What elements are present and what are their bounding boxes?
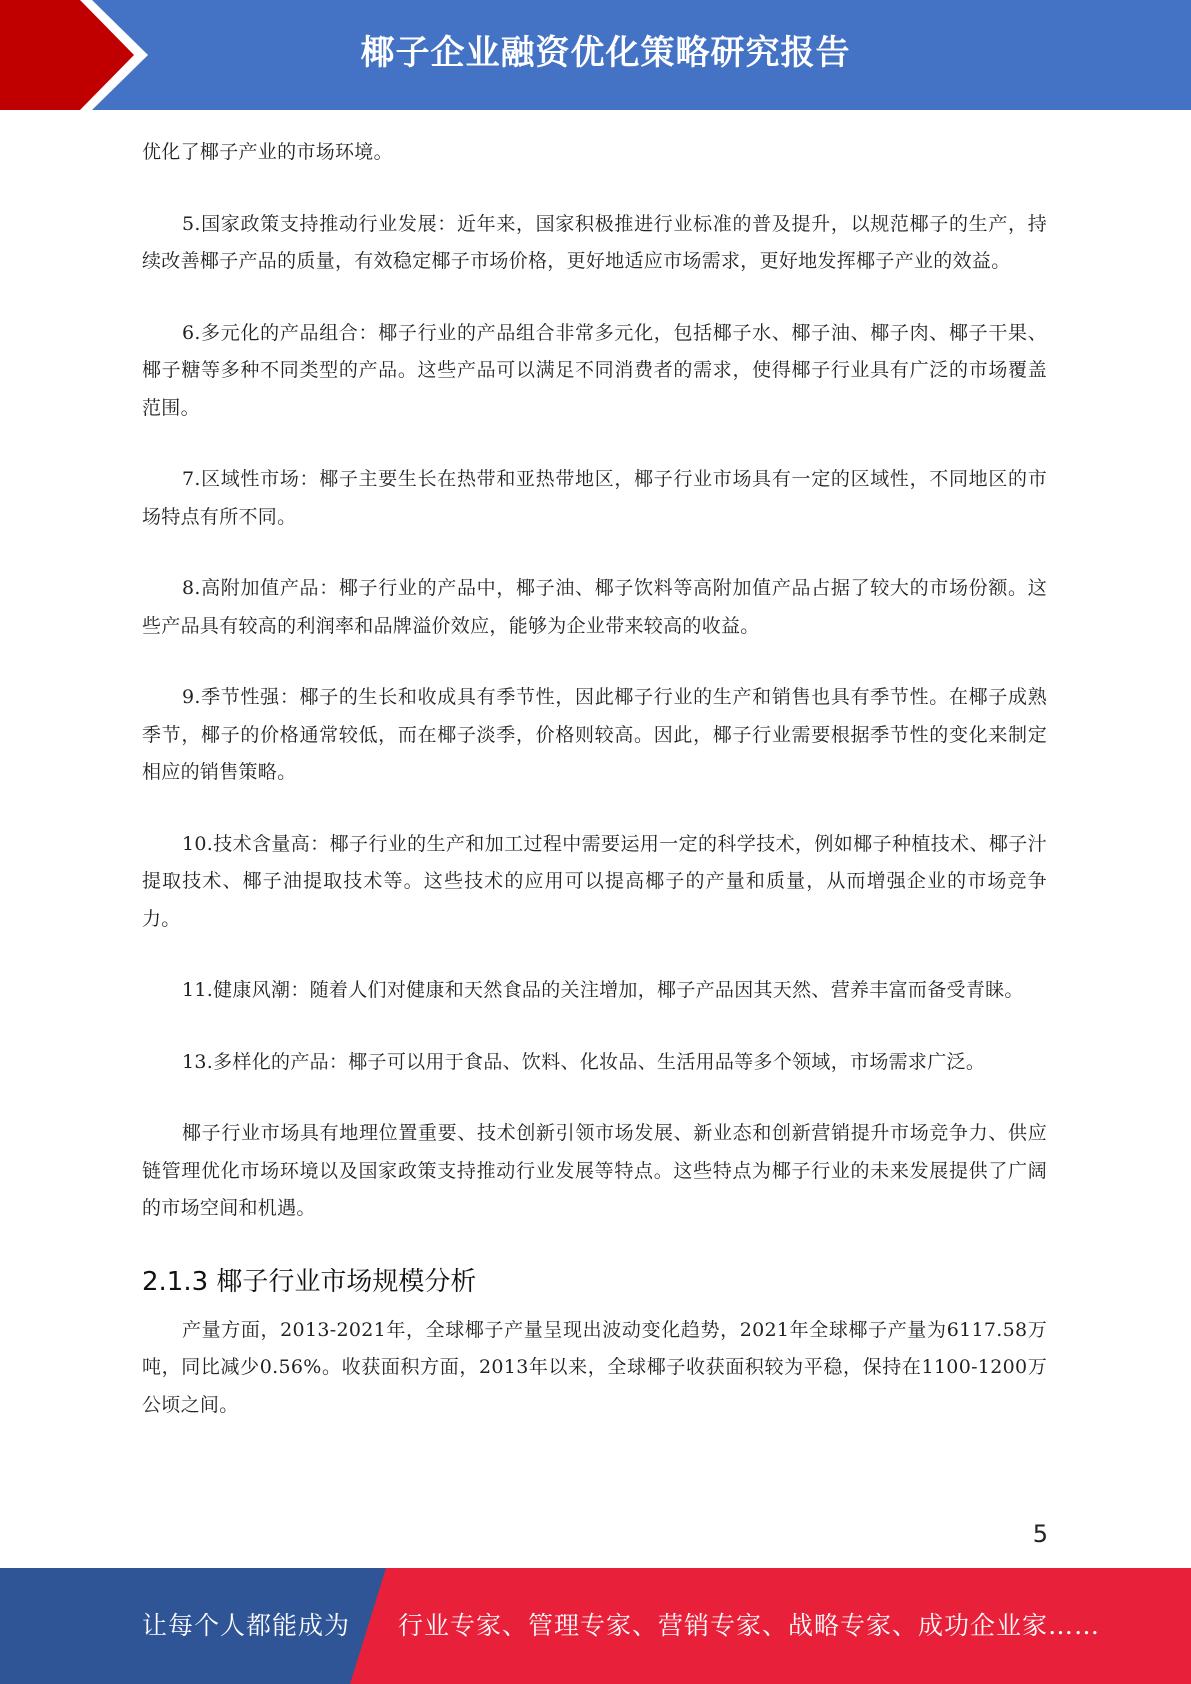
paragraph: 13.多样化的产品：椰子可以用于食品、饮料、化妆品、生活用品等多个领域，市场需求广泛。 — [182, 1050, 986, 1073]
paragraph: 椰子行业市场具有地理位置重要、技术创新引领市场发展、新业态和创新营销提升市场竞争力、供应链管理优化市场环境以及国家政策支持推动行业发展等特点。这些特点为椰子行业的未来发展提供了广阔的市场空间和机遇。 — [142, 1122, 1047, 1219]
paragraph: 5.国家政策支持推动行业发展：近年来，国家积极推进行业标准的普及提升，以规范椰子的生产，持续改善椰子产品的质量，有效稳定椰子市场价格，更好地适应市场需求，更好地发挥椰子产业的效益。 — [142, 212, 1047, 272]
footer-slogan-right: 行业专家、管理专家、营销专家、战略专家、成功企业家…… — [398, 1611, 1101, 1640]
document-body — [142, 134, 1047, 1424]
report-title: 椰子企业融资优化策略研究报告 — [360, 33, 851, 73]
section-heading: 2.1.3 椰子行业市场规模分析 — [142, 1266, 477, 1297]
paragraph: 7.区域性市场：椰子主要生长在热带和亚热带地区，椰子行业市场具有一定的区域性，不同地区的市场特点有所不同。 — [142, 468, 1047, 528]
paragraph: 10.技术含量高：椰子行业的生产和加工过程中需要运用一定的科学技术，例如椰子种植技术、椰子汁提取技术、椰子油提取技术等。这些技术的应用可以提高椰子的产量和质量，从而增强企业的市场竞争力。 — [142, 832, 1047, 930]
page-number: 5 — [1032, 1520, 1048, 1548]
paragraph: 9.季节性强：椰子的生长和收成具有季节性，因此椰子行业的生产和销售也具有季节性。在椰子成熟季节，椰子的价格通常较低，而在椰子淡季，价格则较高。因此，椰子行业需要根据季节性的变化来制定相应的销售策略。 — [142, 686, 1047, 783]
paragraph: 11.健康风潮：随着人们对健康和天然食品的关注增加，椰子产品因其天然、营养丰富而备受青睐。 — [182, 979, 1024, 1001]
paragraph: 6.多元化的产品组合：椰子行业的产品组合非常多元化，包括椰子水、椰子油、椰子肉、椰子干果、椰子糖等多种不同类型的产品。这些产品可以满足不同消费者的需求，使得椰子行业具有广泛的市场覆盖范围。 — [142, 321, 1047, 419]
paragraph: 8.高附加值产品：椰子行业的产品中，椰子油、椰子饮料等高附加值产品占据了较大的市场份额。这些产品具有较高的利润率和品牌溢价效应，能够为企业带来较高的收益。 — [142, 577, 1047, 637]
footer-slogan-left: 让每个人都能成为 — [142, 1611, 351, 1640]
page-footer — [0, 1568, 1191, 1684]
paragraph: 产量方面，2013-2021年，全球椰子产量呈现出波动变化趋势，2021年全球椰子产量为6117.58万吨，同比减少0.56%。收获面积方面，2013年以来，全球椰子收获面积较为平稳，保持在1100-1200万公顷之间。 — [142, 1318, 1047, 1416]
page-header — [0, 0, 1191, 110]
paragraph: 优化了椰子产业的市场环境。 — [142, 141, 393, 163]
